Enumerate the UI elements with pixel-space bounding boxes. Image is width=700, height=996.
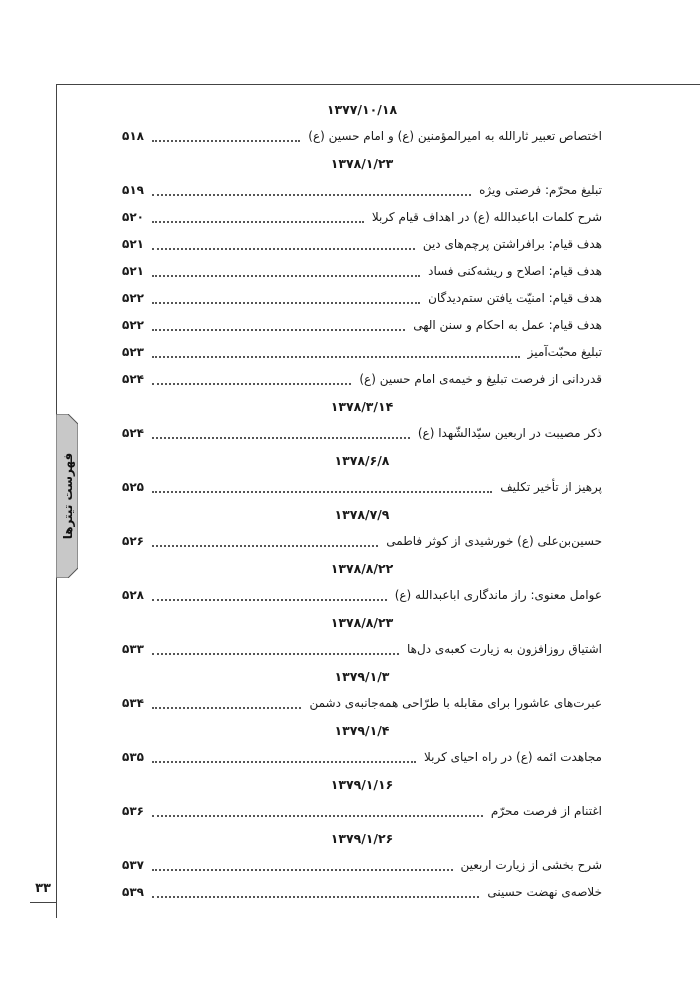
- toc-entry-title: تبلیغ محرّم: فرصتی ویژه: [479, 183, 602, 197]
- toc-date-heading: ۱۳۷۸/۷/۹: [334, 507, 390, 522]
- toc-entry-page: ۵۱۸: [122, 129, 144, 143]
- toc-leader-dots: [152, 329, 405, 331]
- toc-entry-title: تبلیغ محبّت‌آمیز: [527, 345, 602, 359]
- table-of-contents: [122, 96, 602, 906]
- toc-entry: [122, 582, 602, 609]
- toc-entry-page: ۵۳۶: [122, 804, 144, 818]
- toc-entry: [122, 339, 602, 366]
- toc-entry: [122, 204, 602, 231]
- toc-entry: [122, 879, 602, 906]
- toc-entry-title: قدردانی از فرصت تبلیغ و خیمه‌ی امام حسین (ع): [359, 372, 602, 386]
- toc-date-heading: ۱۳۷۹/۱/۳: [334, 669, 390, 684]
- toc-entry-page: ۵۳۹: [122, 885, 144, 899]
- toc-entry-page: ۵۲۸: [122, 588, 144, 602]
- toc-leader-dots: [152, 761, 416, 763]
- toc-entry: [122, 798, 602, 825]
- toc-entry: [122, 231, 602, 258]
- page-number: ۳۳: [35, 881, 51, 896]
- toc-leader-dots: [152, 221, 364, 223]
- toc-leader-dots: [152, 815, 483, 817]
- toc-entry-page: ۵۳۷: [122, 858, 144, 872]
- toc-leader-dots: [152, 383, 351, 385]
- toc-leader-dots: [152, 194, 471, 196]
- toc-entry-page: ۵۳۳: [122, 642, 144, 656]
- toc-entry-title: عبرت‌های عاشورا برای مقابله با طرّاحی همه‌جانبه‌ی دشمن: [309, 696, 602, 710]
- toc-entry-page: ۵۲۲: [122, 318, 144, 332]
- toc-leader-dots: [152, 599, 387, 601]
- toc-entry-title: هدف قیام: عمل به احکام و سنن الهی: [413, 318, 602, 332]
- toc-entry: [122, 366, 602, 393]
- toc-date-heading: ۱۳۷۸/۸/۲۲: [330, 561, 394, 576]
- toc-date-heading: ۱۳۷۹/۱/۴: [334, 723, 390, 738]
- toc-leader-dots: [152, 707, 301, 709]
- toc-leader-dots: [152, 275, 420, 277]
- toc-entry-title: ذکر مصیبت در اربعین سیّدالشّهدا (ع): [417, 426, 602, 440]
- toc-entry-page: ۵۱۹: [122, 183, 144, 197]
- toc-entry: [122, 258, 602, 285]
- toc-entry: [122, 474, 602, 501]
- toc-leader-dots: [152, 896, 479, 898]
- toc-leader-dots: [152, 140, 300, 142]
- toc-entry-title: پرهیز از تأخیر تکلیف: [500, 480, 602, 494]
- toc-entry-page: ۵۲۵: [122, 480, 144, 494]
- toc-entry-page: ۵۲۱: [122, 237, 144, 251]
- toc-entry-title: هدف قیام: برافراشتن پرچم‌های دین: [422, 237, 602, 251]
- toc-entry-page: ۵۲۰: [122, 210, 144, 224]
- frame-left-rule: [56, 578, 57, 918]
- toc-entry: [122, 744, 602, 771]
- toc-entry-page: ۵۳۴: [122, 696, 144, 710]
- toc-date-heading: ۱۳۷۸/۱/۲۳: [330, 156, 394, 171]
- toc-entry-title: حسین‌بن‌علی (ع) خورشیدی از کوثر فاطمی: [386, 534, 602, 548]
- page-number-rule: [30, 902, 56, 903]
- toc-date-heading: ۱۳۷۹/۱/۲۶: [330, 831, 394, 846]
- toc-date-heading: ۱۳۷۸/۳/۱۴: [330, 399, 394, 414]
- toc-leader-dots: [152, 356, 520, 358]
- toc-leader-dots: [152, 545, 378, 547]
- toc-entry-page: ۵۲۶: [122, 534, 144, 548]
- toc-leader-dots: [152, 437, 410, 439]
- toc-entry-title: اشتیاق روزافزون به زیارت کعبه‌ی دل‌ها: [406, 642, 602, 656]
- toc-leader-dots: [152, 869, 453, 871]
- toc-entry-title: هدف قیام: امنیّت یافتن ستم‌دیدگان: [428, 291, 602, 305]
- toc-entry-title: عوامل معنوی: راز ماندگاری اباعبدالله (ع): [394, 588, 602, 602]
- toc-leader-dots: [152, 491, 492, 493]
- toc-entry-title: اغتنام از فرصت محرّم: [490, 804, 602, 818]
- toc-entry: [122, 312, 602, 339]
- toc-date-heading: ۱۳۷۸/۸/۲۳: [330, 615, 394, 630]
- toc-leader-dots: [152, 248, 415, 250]
- toc-entry-title: شرح بخشی از زیارت اربعین: [460, 858, 602, 872]
- toc-entry-page: ۵۲۱: [122, 264, 144, 278]
- toc-entry-title: اختصاص تعبیر ثارالله به امیرالمؤمنین (ع) و امام حسین (ع): [308, 129, 602, 143]
- toc-entry-page: ۵۳۵: [122, 750, 144, 764]
- toc-entry-page: ۵۲۲: [122, 291, 144, 305]
- toc-entry-page: ۵۲۴: [122, 372, 144, 386]
- toc-entry: [122, 177, 602, 204]
- toc-leader-dots: [152, 653, 399, 655]
- toc-entry-title: شرح کلمات اباعبدالله (ع) در اهداف قیام کربلا: [371, 210, 602, 224]
- toc-entry: [122, 123, 602, 150]
- toc-entry: [122, 852, 602, 879]
- toc-entry-page: ۵۲۴: [122, 426, 144, 440]
- frame-top-rule: [56, 84, 700, 85]
- toc-date-heading: ۱۳۷۷/۱۰/۱۸: [326, 102, 398, 117]
- toc-entry: [122, 636, 602, 663]
- toc-entry: [122, 285, 602, 312]
- side-tab-label: فهرست تیترها: [61, 452, 75, 540]
- frame-left-rule: [56, 84, 57, 414]
- toc-entry: [122, 690, 602, 717]
- toc-date-heading: ۱۳۷۸/۶/۸: [334, 453, 390, 468]
- toc-entry: [122, 528, 602, 555]
- toc-entry-title: مجاهدت ائمه (ع) در راه احیای کربلا: [423, 750, 602, 764]
- section-side-tab: [56, 414, 78, 578]
- toc-entry-page: ۵۲۳: [122, 345, 144, 359]
- toc-entry: [122, 420, 602, 447]
- toc-entry-title: خلاصه‌ی نهضت حسینی: [487, 885, 602, 899]
- toc-entry-title: هدف قیام: اصلاح و ریشه‌کنی فساد: [428, 264, 602, 278]
- toc-leader-dots: [152, 302, 420, 304]
- toc-date-heading: ۱۳۷۹/۱/۱۶: [330, 777, 394, 792]
